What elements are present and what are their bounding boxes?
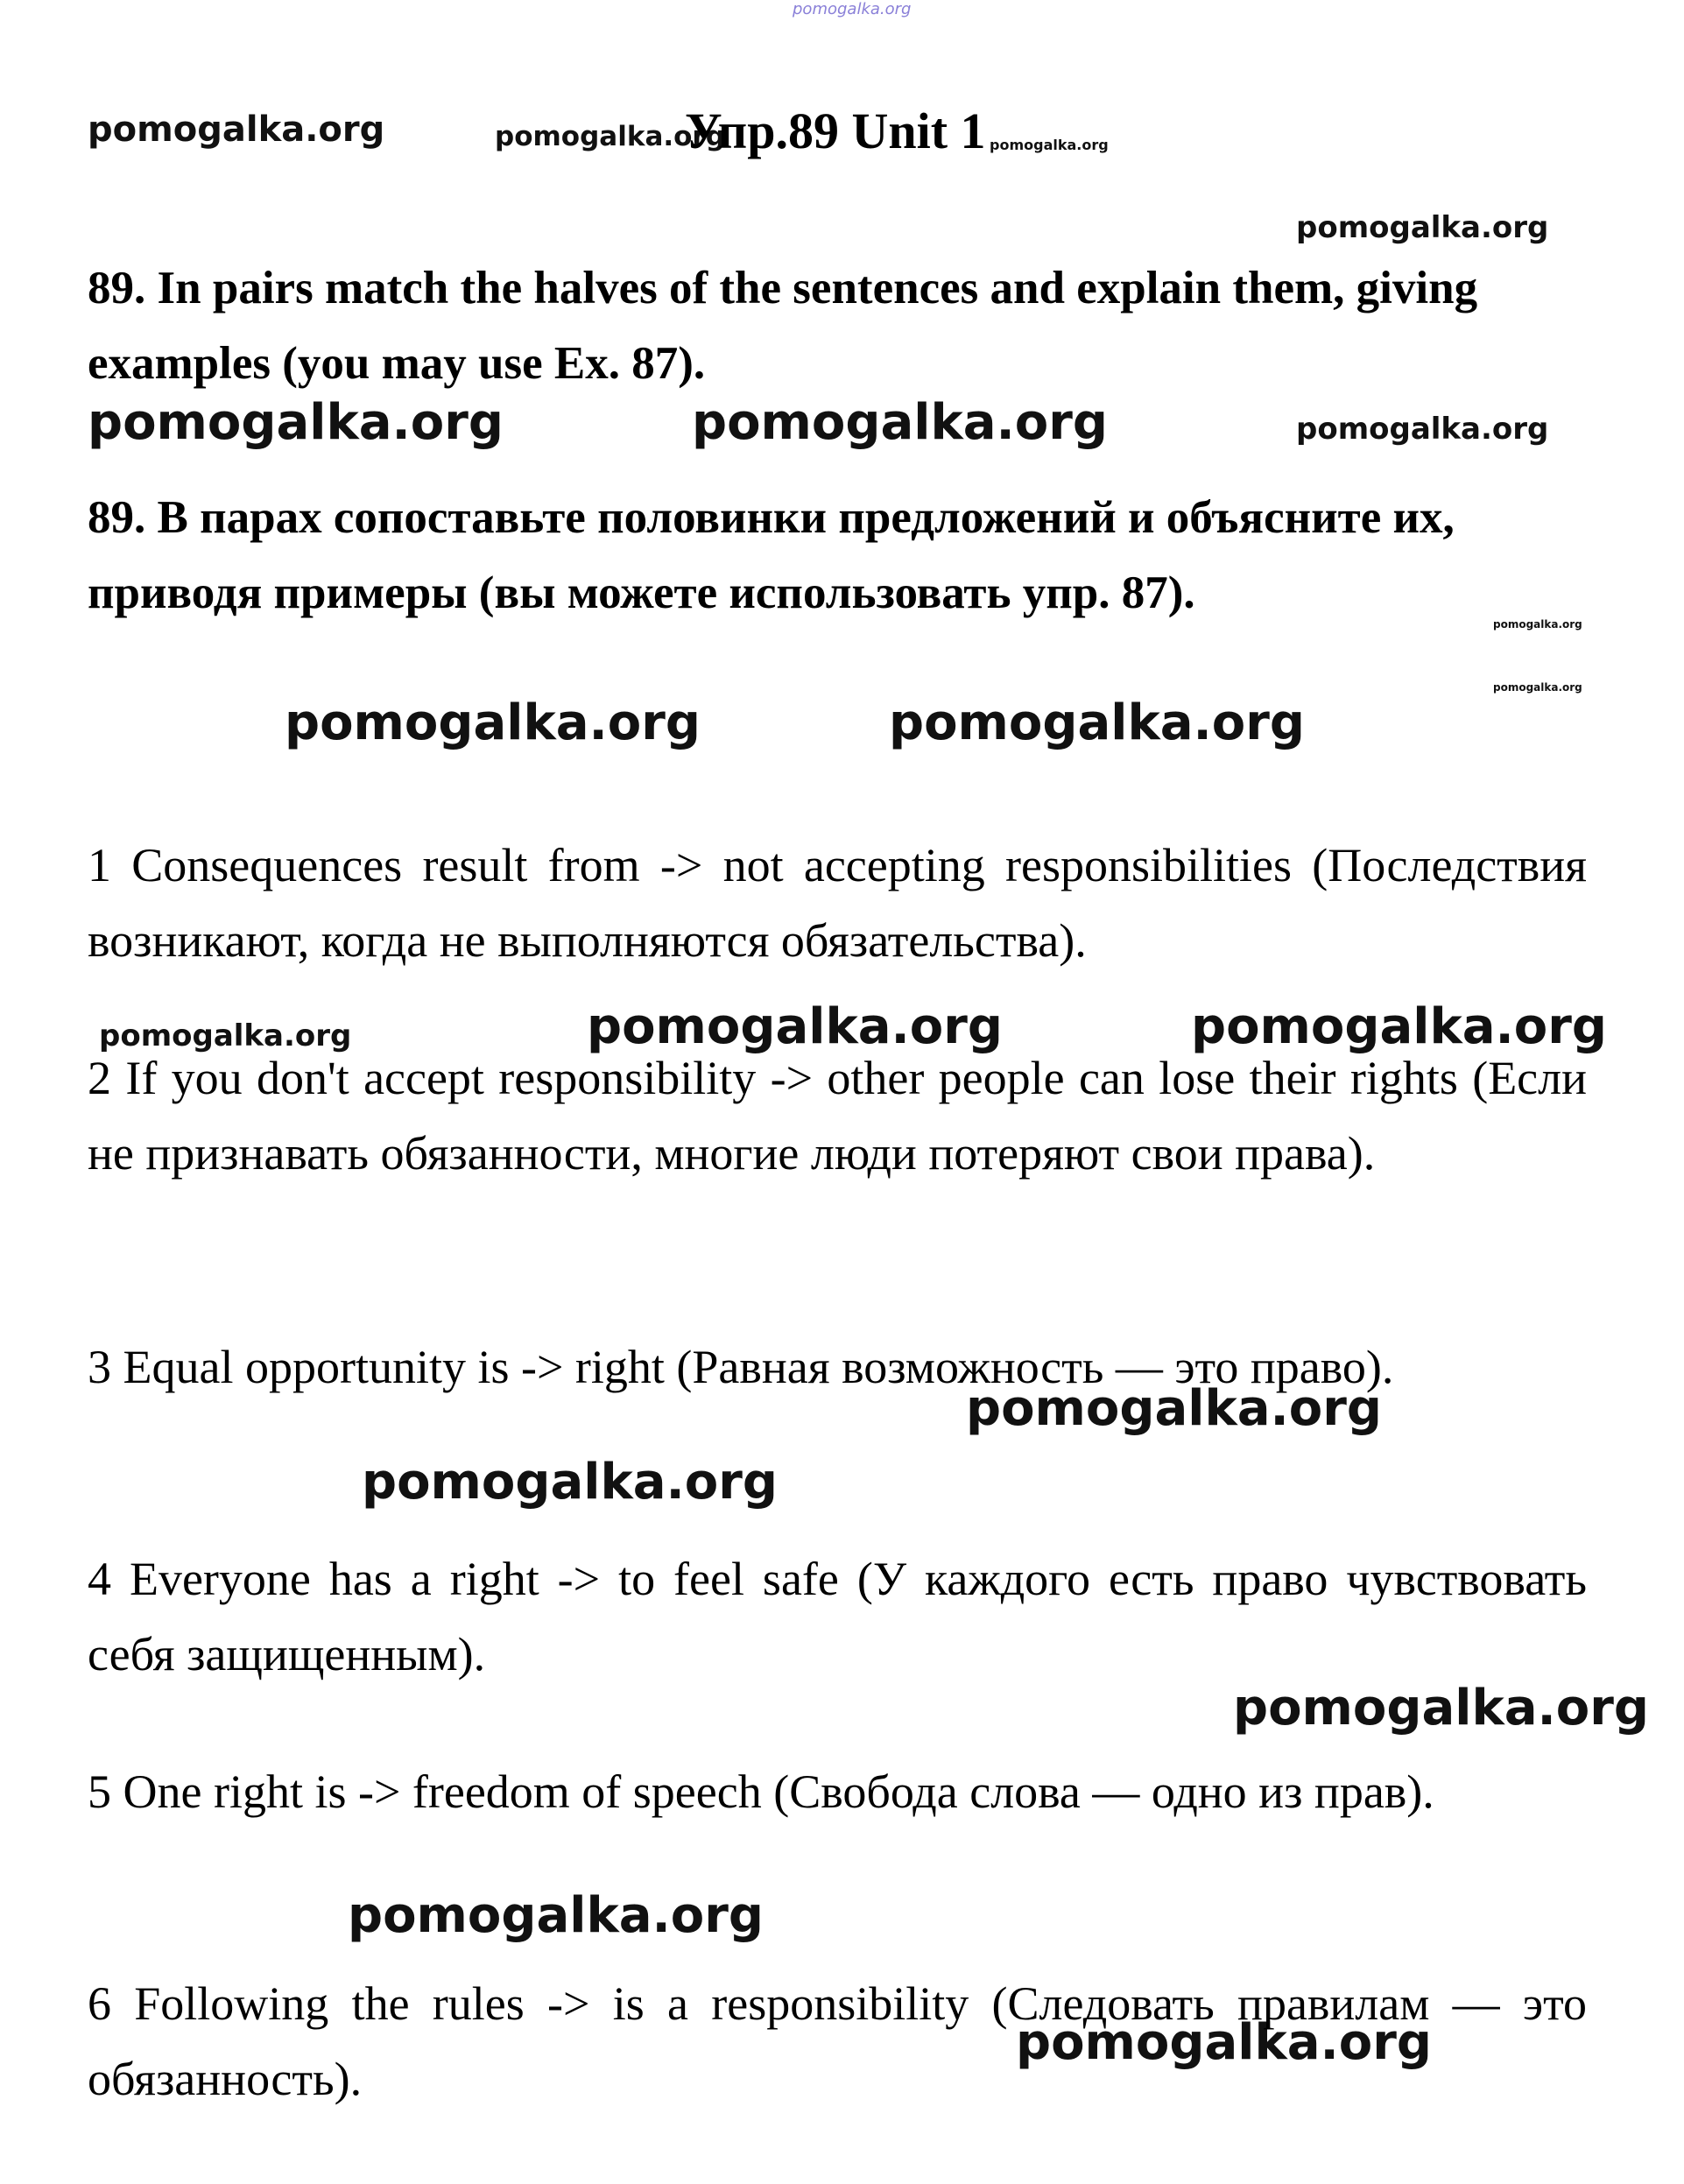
watermark: pomogalka.org xyxy=(362,1454,778,1511)
watermark: pomogalka.org xyxy=(88,394,504,451)
answer-item: 2 If you don't accept responsibility -> other people can lose their rights (Если не признавать обязанности, многие люди потеряют свои права). xyxy=(88,1052,1587,1180)
watermark: pomogalka.org xyxy=(1296,412,1549,447)
watermark: pomogalka.org xyxy=(1493,618,1582,631)
watermark: pomogalka.org xyxy=(587,998,1003,1055)
watermark: pomogalka.org xyxy=(285,694,701,751)
answer-item: 1 Consequences result from -> not accepting responsibilities (Последствия возникают, когда не выполняются обязательства). xyxy=(88,839,1587,967)
task-russian: 89. В парах сопоставьте половинки предложений и объясните их, приводя примеры (вы можете использовать упр. 87). xyxy=(88,492,1455,618)
watermark: pomogalka.org xyxy=(1493,681,1582,694)
watermark: pomogalka.org xyxy=(966,1380,1382,1437)
watermark: pomogalka.org xyxy=(1233,1680,1649,1737)
watermark: pomogalka.org xyxy=(990,137,1109,153)
watermark-top: pomogalka.org xyxy=(793,0,912,18)
watermark: pomogalka.org xyxy=(348,1887,764,1944)
answer-item: 3 Equal opportunity is -> right (Равная возможность — это право). xyxy=(88,1341,1394,1393)
watermark: pomogalka.org xyxy=(88,109,385,150)
watermark: pomogalka.org xyxy=(692,394,1108,451)
page-title: Упр.89 Unit 1 xyxy=(685,102,986,159)
answer-item: 4 Everyone has a right -> to feel safe (У каждого есть право чувствовать себя защищенным). xyxy=(88,1553,1587,1680)
watermark: pomogalka.org xyxy=(495,121,725,152)
watermark: pomogalka.org xyxy=(889,694,1305,751)
task-english: 89. In pairs match the halves of the sentences and explain them, giving examples (you may use Ex. 87). xyxy=(88,263,1478,389)
watermark: pomogalka.org xyxy=(1191,998,1607,1055)
answer-item: 5 One right is -> freedom of speech (Свобода слова — одно из прав). xyxy=(88,1765,1434,1818)
watermark: pomogalka.org xyxy=(99,1018,352,1053)
watermark: pomogalka.org xyxy=(1296,210,1549,245)
answer-item: 6 Following the rules -> is a responsibility (Следовать правилам — это обязанность). xyxy=(88,1977,1587,2105)
watermark: pomogalka.org xyxy=(1016,2014,1432,2071)
